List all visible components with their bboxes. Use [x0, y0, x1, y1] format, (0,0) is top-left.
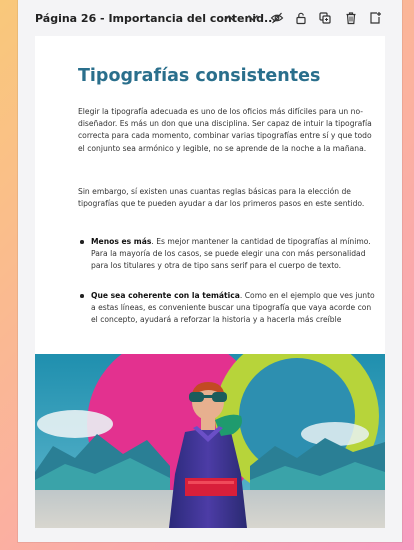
bullet-text: . Es mejor mantener la cantidad de tipografías al mínimo. Para la mayoría de los casos, se puede elegir una con más personalidad para los titulares y otra de tipo sans serif para el cuerpo de texto.	[91, 237, 371, 271]
hide-icon[interactable]	[270, 11, 284, 25]
bullet-item-1	[91, 236, 377, 273]
bullet-item-2	[91, 290, 377, 327]
bullet-dot	[80, 240, 84, 244]
bullet-text: . Como en el ejemplo que ves junto a estas líneas, es conveniente buscar una tipografía que vaya acorde con el concepto, ayudará a reforzar la historia y a hacerla más creíble	[91, 291, 375, 325]
page-heading: Tipografías consistentes	[78, 66, 321, 86]
bullet-dot	[80, 294, 84, 298]
chevron-up-icon[interactable]	[222, 11, 236, 25]
page-title[interactable]: Página 26 - Importancia del contenid...	[35, 12, 277, 25]
add-page-icon[interactable]	[368, 11, 382, 25]
paragraph-1: Elegir la tipografía adecuada es uno de los oficios más difíciles para un no-diseñador. Es más un don que una disciplina. Ser capaz de intuir la tipografía correcta para cada momento, combinar varias tipografías entre sí y que todo el conjunto sea armónico y legible, no se aprende de la noche a la mañana.	[78, 107, 372, 153]
trash-icon[interactable]	[344, 11, 358, 25]
page-frame	[18, 0, 402, 542]
illustration-image	[35, 354, 385, 528]
bullet-bold: Menos es más	[91, 237, 152, 246]
lock-icon[interactable]	[294, 11, 308, 25]
chevron-down-icon[interactable]	[246, 11, 260, 25]
document-page[interactable]	[35, 36, 385, 528]
duplicate-icon[interactable]	[318, 11, 332, 25]
paragraph-2: Sin embargo, sí existen unas cuantas reglas básicas para la elección de tipografías que te pueden ayudar a dar los primeros pasos en este sentido.	[78, 187, 365, 209]
page-toolbar	[18, 0, 402, 36]
bullet-bold: Que sea coherente con la temática	[91, 291, 240, 300]
